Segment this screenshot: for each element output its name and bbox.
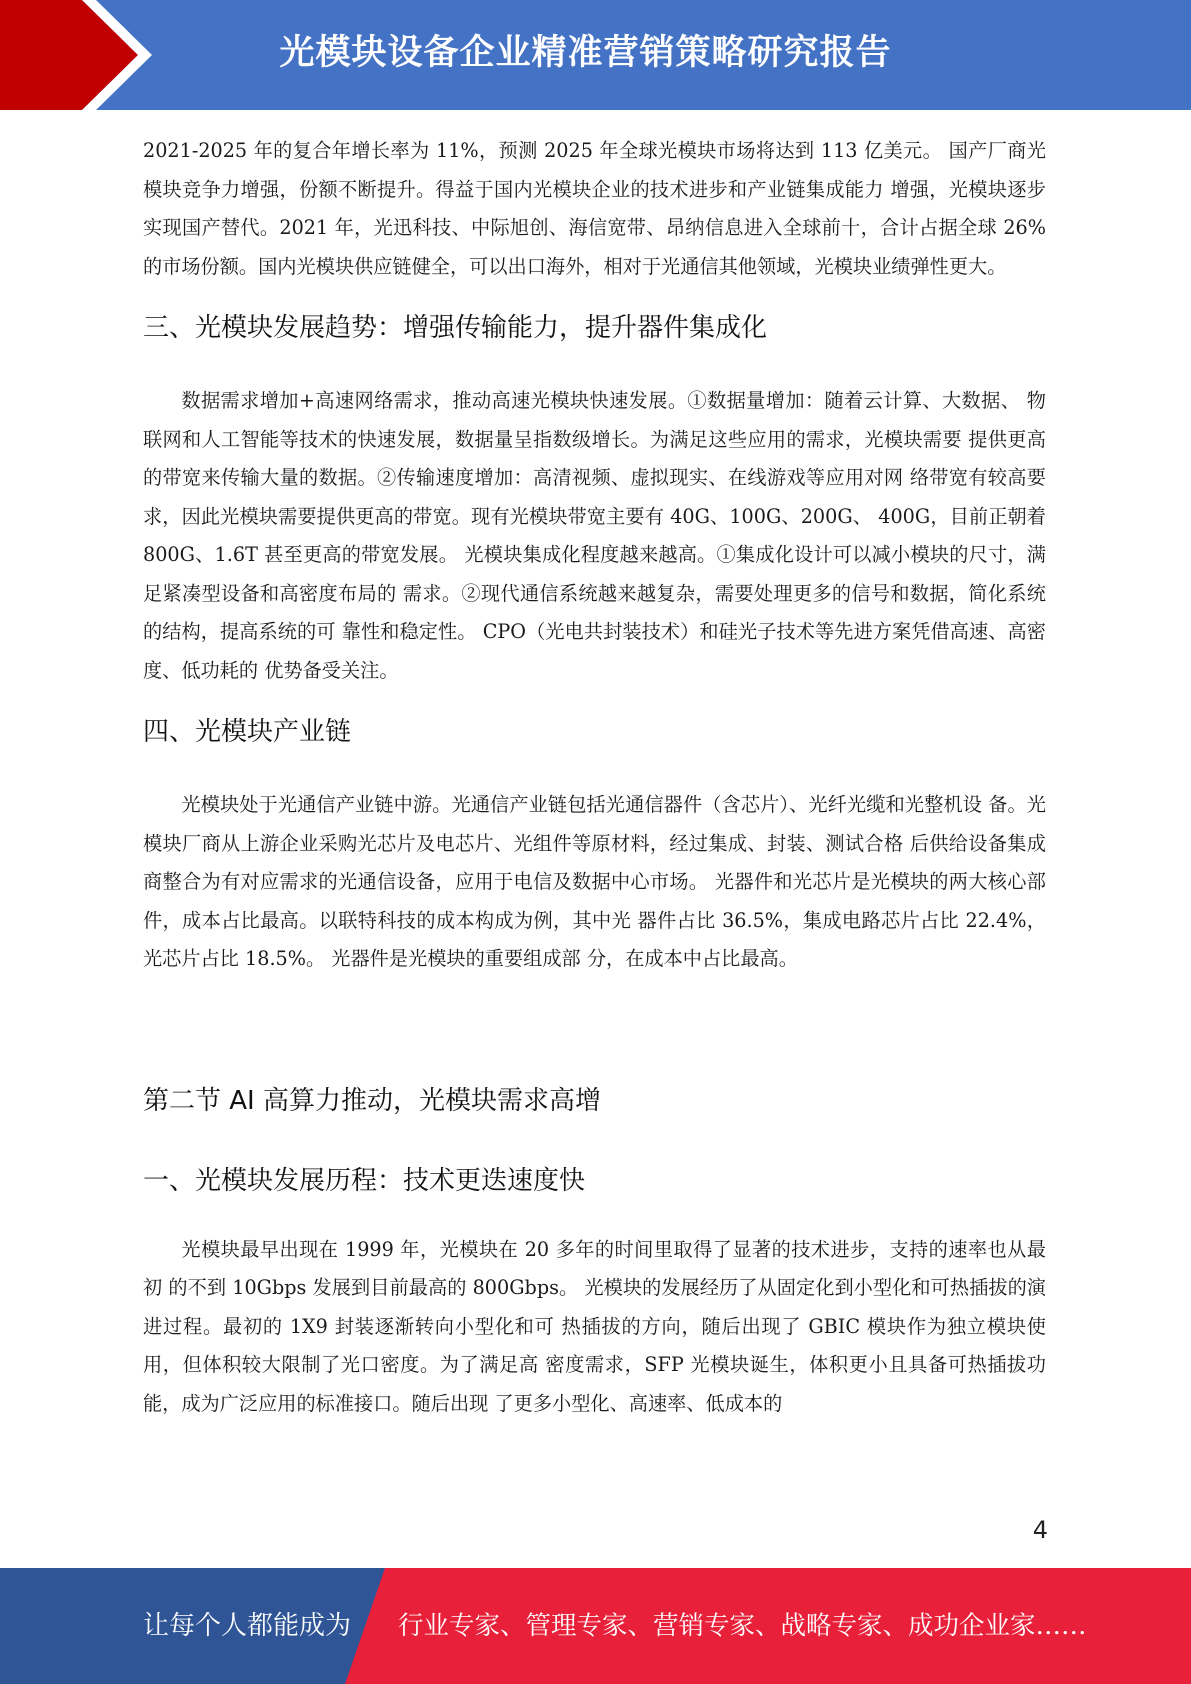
footer-slogan-left: 让每个人都能成为 [143, 1611, 352, 1641]
page-number: 4 [1032, 1516, 1048, 1544]
paragraph-trends: 数据需求增加+高速网络需求，推动高速光模块快速发展。①数据量增加：随着云计算、大数据、 物联网和人工智能等技术的快速发展，数据量呈指数级增长。为满足这些应用的需求，光模块需要 提供更高的带宽来传输大量的数据。②传输速度增加：高清视频、虚拟现实、在线游戏等应用对网 络带宽有较高要求，因此光模块需要提供更高的带宽。现有光模块带宽主要有 40G、100G、200G、 400G，目前正朝着 800G、1.6T 甚至更高的带宽发展。 光模块集成化程度越来越高。①集成化设计可以减小模块的尺寸，满足紧凑型设备和高密度布局的 需求。②现代通信系统越来越复杂，需要处理更多的信号和数据，简化系统的结构，提高系统的可 靠性和稳定性。 CPO（光电共封装技术）和硅光子技术等先进方案凭借高速、高密度、低功耗的 优势备受关注。 [143, 389, 1046, 682]
paragraph-market-growth: 2021-2025 年的复合年增长率为 11%，预测 2025 年全球光模块市场将达到 113 亿美元。 国产厂商光模块竞争力增强，份额不断提升。得益于国内光模块企业的技术进步和产业链集成能力 增强，光模块逐步实现国产替代。2021 年，光迅科技、中际旭创、海信宽带、昂纳信息进入全球前十，合计占据全球 26%的市场份额。国内光模块供应链健全，可以出口海外，相对于光通信其他领域，光模块业绩弹性更大。 [143, 139, 1046, 278]
heading-trends: 三、光模块发展趋势：增强传输能力，提升器件集成化 [143, 313, 768, 343]
main-content [143, 132, 1046, 1423]
heading-section-two: 第二节 AI 高算力推动，光模块需求高增 [143, 1085, 601, 1116]
header-arrow-decoration [0, 0, 160, 110]
header-banner [0, 0, 1191, 110]
paragraph-industry-chain: 光模块处于光通信产业链中游。光通信产业链包括光通信器件（含芯片）、光纤光缆和光整机设 备。光模块厂商从上游企业采购光芯片及电芯片、光组件等原材料，经过集成、封装、测试合格 后供给设备集成商整合为有对应需求的光通信设备，应用于电信及数据中心市场。 光器件和光芯片是光模块的两大核心部件，成本占比最高。以联特科技的成本构成为例，其中光 器件占比 36.5%，集成电路芯片占比 22.4%，光芯片占比 18.5%。 光器件是光模块的重要组成部 分，在成本中占比最高。 [143, 793, 1046, 970]
report-title: 光模块设备企业精准营销策略研究报告 [279, 33, 892, 73]
heading-history: 一、光模块发展历程：技术更迭速度快 [143, 1165, 586, 1196]
paragraph-history: 光模块最早出现在 1999 年，光模块在 20 多年的时间里取得了显著的技术进步，支持的速率也从最初 的不到 10Gbps 发展到目前最高的 800Gbps。 光模块的发展经历了从固定化到小型化和可热插拔的演进过程。最初的 1X9 封装逐渐转向小型化和可 热插拔的方向，随后出现了 GBIC 模块作为独立模块使用，但体积较大限制了光口密度。为了满足高 密度需求，SFP 光模块诞生，体积更小且具备可热插拔功能，成为广泛应用的标准接口。随后出现 了更多小型化、高速率、低成本的 [143, 1237, 1046, 1415]
footer-banner [0, 1568, 1191, 1684]
footer-slogan-right: 行业专家、管理专家、营销专家、战略专家、成功企业家…… [398, 1611, 1087, 1641]
heading-industry-chain: 四、光模块产业链 [143, 717, 352, 747]
